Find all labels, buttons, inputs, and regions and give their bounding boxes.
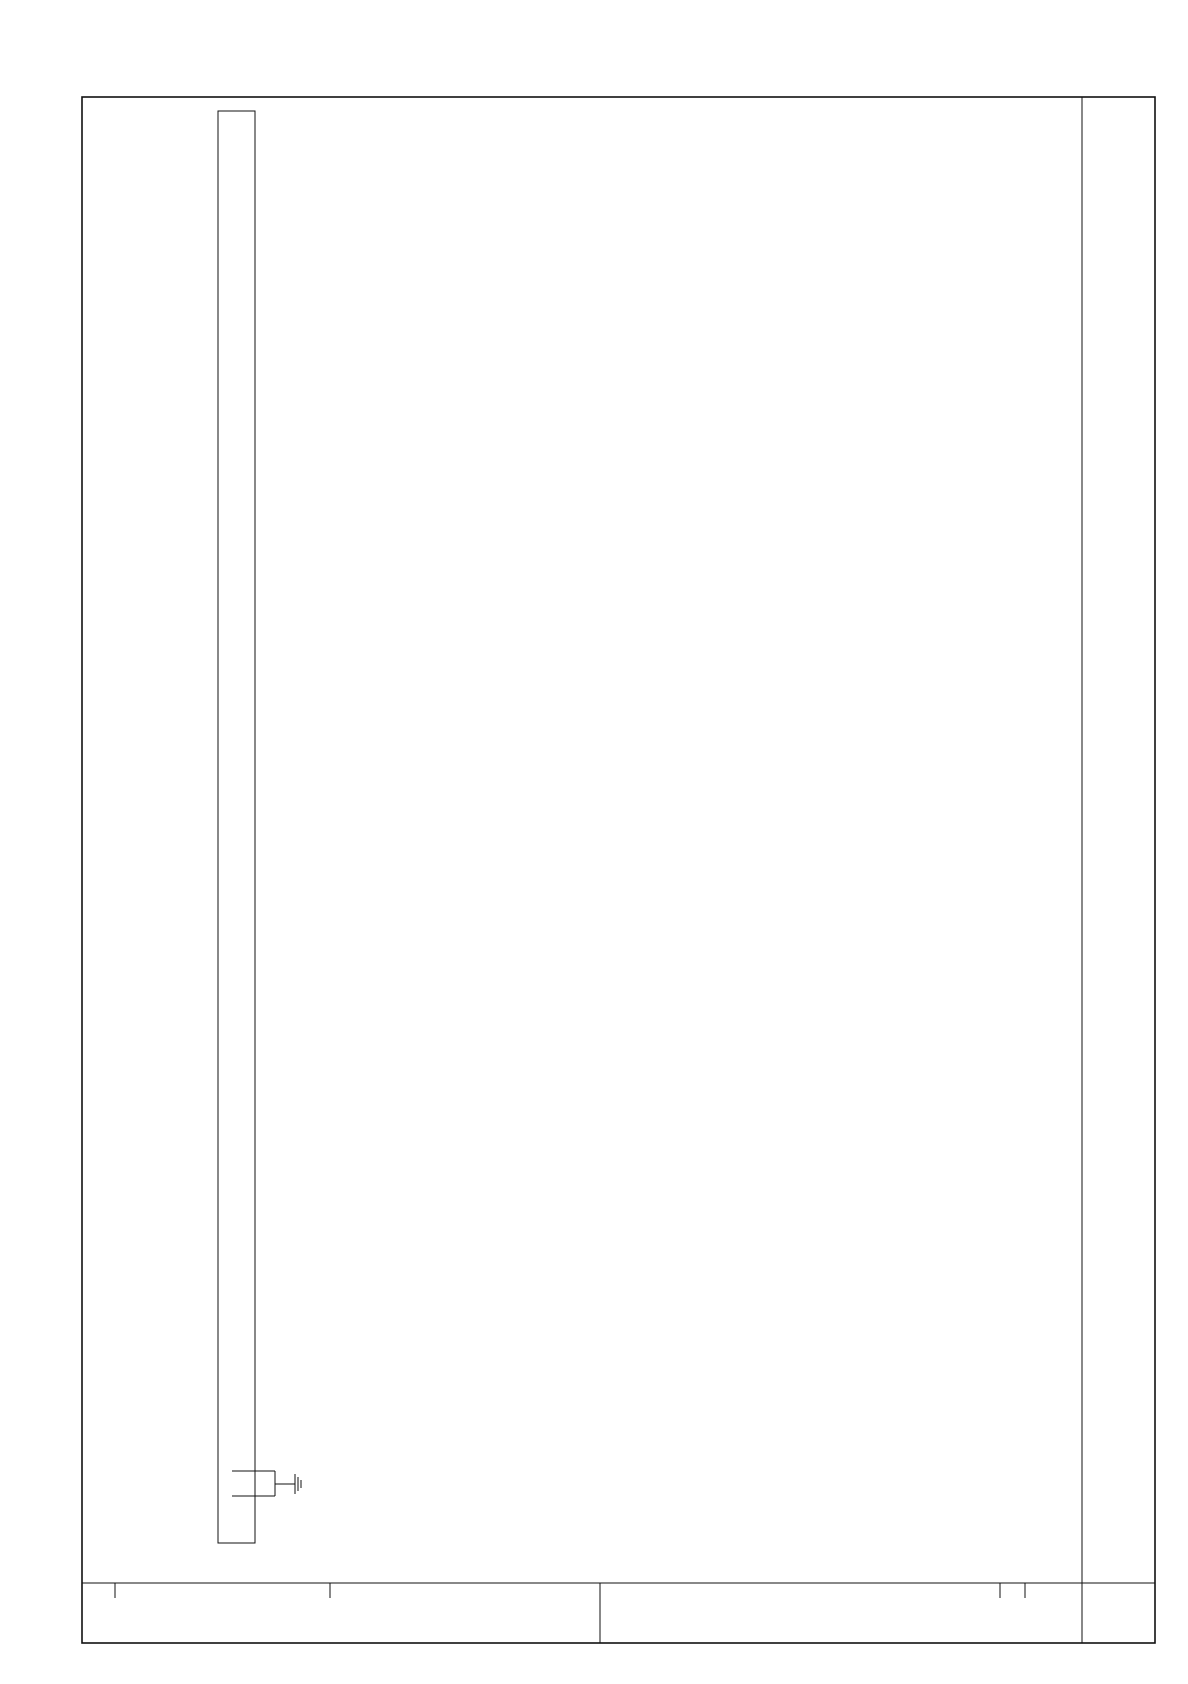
frame-ticks bbox=[115, 1583, 1025, 1643]
ground-symbol-x2 bbox=[232, 1471, 301, 1496]
sheet-frame bbox=[82, 97, 1155, 1643]
connector-x2 bbox=[218, 111, 255, 1543]
